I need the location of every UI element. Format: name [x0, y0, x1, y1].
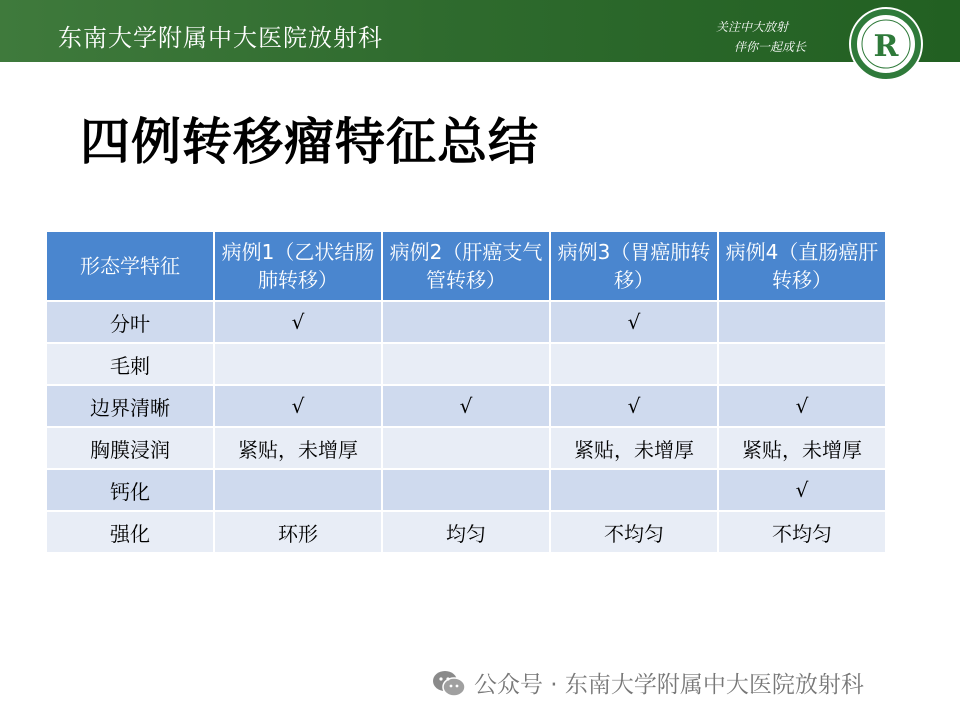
watermark-text: 公众号 · 东南大学附属中大医院放射科	[474, 672, 864, 698]
table-cell	[718, 301, 886, 343]
header-case-4: 病例4（直肠癌肝转移）	[718, 231, 886, 301]
table-cell: 钙化	[46, 469, 214, 511]
summary-table	[45, 230, 887, 554]
header-case-3: 病例3（胃癌肺转移）	[550, 231, 718, 301]
hospital-logo-icon	[848, 6, 924, 82]
table-row	[46, 469, 886, 511]
table-cell: 毛刺	[46, 343, 214, 385]
header-slogan-line2: 伴你一起成长	[734, 40, 807, 54]
table-cell: 环形	[214, 511, 382, 553]
table-cell: √	[550, 301, 718, 343]
header-feature: 形态学特征	[46, 231, 214, 301]
table-cell: 分叶	[46, 301, 214, 343]
table-cell	[718, 343, 886, 385]
table-cell: √	[718, 385, 886, 427]
table-cell: 紧贴，未增厚	[214, 427, 382, 469]
table-cell	[382, 301, 550, 343]
header-case-2: 病例2（肝癌支气管转移）	[382, 231, 550, 301]
table-cell	[382, 469, 550, 511]
table-cell: 紧贴，未增厚	[550, 427, 718, 469]
wechat-icon	[432, 670, 466, 698]
table-row	[46, 385, 886, 427]
table-header-row	[46, 231, 886, 301]
table-cell: 强化	[46, 511, 214, 553]
table-cell: √	[214, 385, 382, 427]
watermark	[432, 666, 864, 699]
table-cell: √	[382, 385, 550, 427]
table-cell	[214, 469, 382, 511]
table-row	[46, 427, 886, 469]
logo-letter: R	[873, 29, 899, 64]
table-cell: √	[550, 385, 718, 427]
header-slogan-line1: 关注中大放射	[716, 20, 789, 34]
page-title: 四例转移瘤特征总结	[80, 113, 539, 171]
table-cell: √	[718, 469, 886, 511]
header-case-1: 病例1（乙状结肠肺转移）	[214, 231, 382, 301]
table-cell	[382, 343, 550, 385]
table-cell: 边界清晰	[46, 385, 214, 427]
table-cell	[214, 343, 382, 385]
table-row	[46, 511, 886, 553]
table-row	[46, 343, 886, 385]
table-cell: 均匀	[382, 511, 550, 553]
table-cell	[550, 469, 718, 511]
table-cell	[550, 343, 718, 385]
table-row	[46, 301, 886, 343]
table-cell: 胸膜浸润	[46, 427, 214, 469]
table-cell: 紧贴，未增厚	[718, 427, 886, 469]
header-title: 东南大学附属中大医院放射科	[58, 24, 383, 52]
table-cell: √	[214, 301, 382, 343]
table-cell: 不均匀	[718, 511, 886, 553]
table-cell	[382, 427, 550, 469]
table-cell: 不均匀	[550, 511, 718, 553]
header-bar	[0, 0, 960, 62]
